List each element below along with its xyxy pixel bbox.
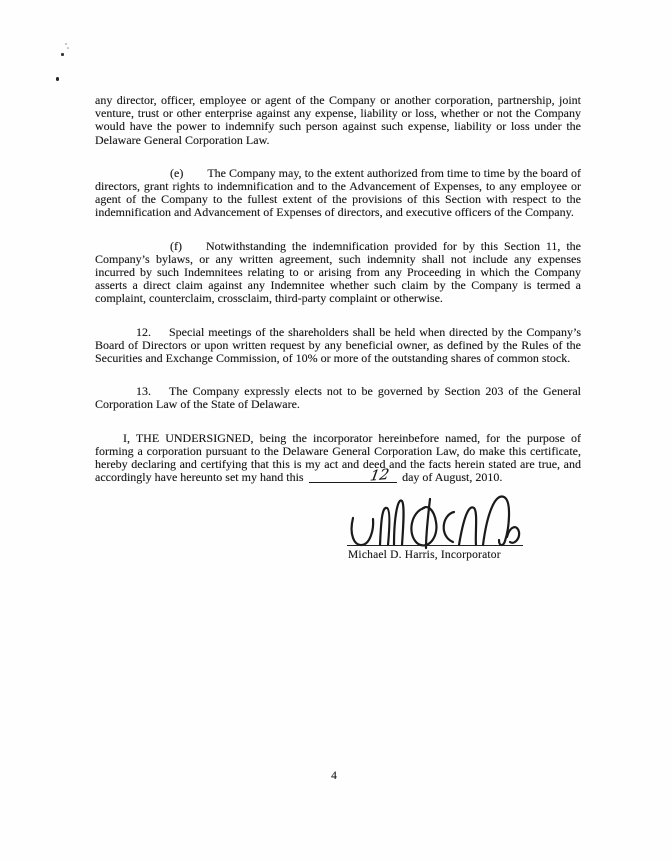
paragraph-text: The Company may, to the extent authorized from time to time by the board of directors, grant rights to indemnification and to the Advancement of Expenses, to any employee or agent of the Company to the fullest extent of the provisions of this Section with respect to the indemnification and Advancement of Expenses of directors, and executive officers of the Company. [95,165,581,220]
paragraph-e [95,167,581,220]
signature-name-line: Michael D. Harris, Incorporator [348,549,501,561]
signature-scrawl [346,488,526,552]
paragraph-label: 13. [136,384,151,399]
paragraph-f [95,240,581,306]
paragraph-label: 12. [136,324,151,339]
handwritten-day-blank [309,467,397,485]
paragraph-13 [95,385,581,411]
closing-text-after: day of August, 2010. [402,470,503,485]
handwritten-day: 12 [368,467,390,485]
page-number: 4 [331,770,337,782]
document-body [95,94,581,504]
scan-speck [65,43,67,45]
paragraph-text: The Company expressly elects not to be governed by Section 203 of the General Corporation Law of the State of Delaware. [95,384,581,412]
paragraph-label: (e) [170,165,184,180]
scan-speck [67,47,69,49]
scan-speck [61,53,64,56]
paragraph-text: Notwithstanding the indemnification provided for by this Section 11, the Company’s bylaws, or any written agreement, such indemnity shall not include any expenses incurred by such Indemnitees relating to or arising from any Proceeding in which the Company asserts a direct claim against any Indemnitee whether such claim by the Company is termed a complaint, counterclaim, crossclaim, third-party complaint or otherwise. [95,238,581,306]
paragraph-continuation: any director, officer, employee or agent of the Company or another corporation, partnership, joint venture, trust or other enterprise against any expense, liability or loss, whether or not the Company would have the power to indemnify such person against such expense, liability or loss under the Delaware General Corporation Law. [95,93,581,147]
paragraph-12 [95,326,581,366]
paragraph-label: (f) [170,238,182,253]
paragraph-text: Special meetings of the shareholders shall be held when directed by the Company’s Board of Directors or upon written request by any beneficial owner, as defined by the Rules of the Securities and Exchange Commission, of 10% or more of the outstanding shares of common stock. [95,324,581,366]
scan-speck [56,77,59,81]
signature-line [347,545,523,546]
closing-text-before: I, THE UNDERSIGNED, being the incorporator hereinbefore named, for the purpose of forming a corporation pursuant to the Delaware General Corporation Law, do make this certificate, hereby declaring and certifying that this is my act and deed and the facts herein stated are true, and accordingly have hereunto set my hand this [95,430,581,485]
closing-paragraph [95,432,581,485]
